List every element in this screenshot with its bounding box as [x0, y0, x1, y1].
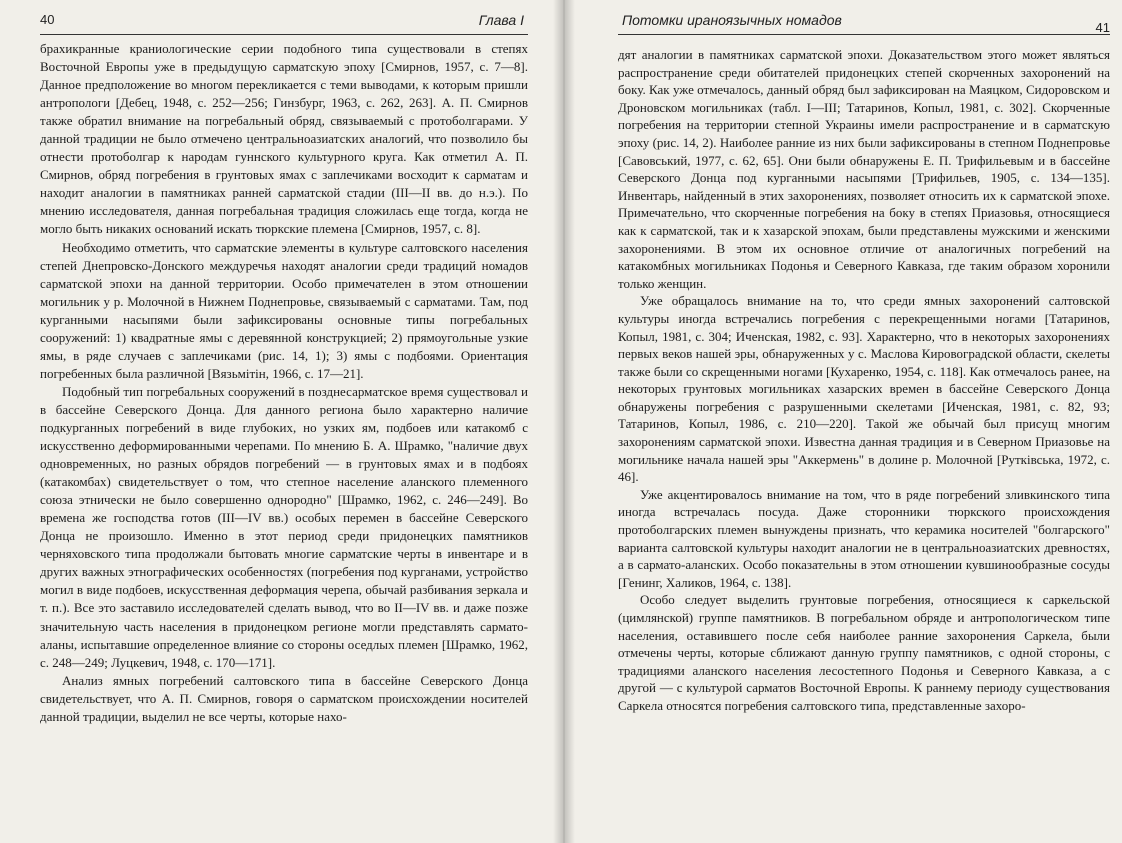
right-page-body [618, 46, 1110, 843]
running-head-right: Потомки ираноязычных номадов [622, 12, 842, 28]
left-page-header [40, 10, 528, 35]
right-page-header [618, 10, 1110, 35]
book-gutter [553, 0, 575, 843]
left-paragraph-1: брахикранные краниологические серии подобного типа существовали в степях Восточной Европы уже в предыдущую сарматскую эпоху [Смирнов, 1957, с. 7—8]. Данное предположение во многом перекликается с теми выводами, к которым пришли антропологи [Дебец, 1948, с. 252—256; Гинзбург, 1963, с. 262, 263]. А. П. Смирнов также обратил внимание на погребальный обряд, связываемый с протоболгарами. У данной традиции не было отмечено центральноазиатских аналогий, что позволило бы отнести протоболгар к народам гуннского культурного круга. Как отметил А. П. Смирнов, обряд погребения в грунтовых ямах с заплечиками восходит к сарматам и находит аналогии в памятниках ранней сарматской стадии (III—II вв. до н.э.). По мнению исследователя, данная погребальная традиция сложилась еще тогда, когда не могло быть никаких оснований искать тюркские племена [Смирнов, 1957, с. 8]. [40, 41, 528, 237]
left-page-body [40, 40, 528, 843]
left-paragraph-2: Необходимо отметить, что сарматские элементы в культуре салтовского населения степей Днепровско-Донского междуречья находят аналогии среди традиций номадов сарматской эпохи на данной территории. Особо примечателен в этом отношении могильник у р. Молочной в Нижнем Поднепровье, связываемый с сарматами. Там, под курганными насыпями были зафиксированы основные типы погребальных сооружений: 1) квадратные ямы с деревянной конструкцией; 2) прямоугольные узкие ямы, в ряде случаев с заплечиками (рис. 14, 1); 3) ямы с подбоями. Ориентация погребенных была различной [Вязьмітін, 1966, с. 17—21]. [40, 239, 528, 381]
running-head-left: Глава I [478, 12, 524, 28]
right-paragraph-3: Уже акцентировалось внимание на том, что в ряде погребений зливкинского типа иногда встречалась посуда. Даже сторонники тюркского происхождения протоболгарских племен вынуждены признать, что керамика носителей "болгарского" варианта салтовской культуры находит аналогии не в центральноазиатских древностях, а в сармато-аланских. Особо показательны в этом отношении кувшинообразные сосуды [Генинг, Халиков, 1964, с. 138]. [618, 486, 1110, 590]
left-paragraph-3: Подобный тип погребальных сооружений в позднесарматское время существовал и в бассейне Северского Донца. Для данного региона было характерно наличие подкурганных погребений в виде глубоких, но узких ям, подбоев или катакомб с искусственно деформированными черепами. По мнению Б. А. Шрамко, "наличие двух одновременных, но разных обрядов погребений — в грунтовых ямах и в подбоях (катакомбах) свидетельствует о том, что степное население аланского племенного союза этнически не было совершенно однородно" [Шрамко, 1962, с. 246—249]. Во времена же господства готов (III—IV вв.) особых перемен в бассейне Северского Донца не произошло. Именно в этот период среди придонецких памятников черняховского типа продолжали бытовать многие сарматские черты в инвентаре и в других важных этнографических особенностях (погребения под курганами, устройство могил в виде подбоев, искусственная деформация черепа, обычай разбивания зеркала и т. п.). Все это заставило исследователей сделать вывод, что во II—IV вв. и даже позже значительную часть населения в придонецком регионе могли представлять сармато-аланы, испытавшие определенное влияние со стороны оседлых племен [Шрамко, 1962, с. 248—249; Луцкевич, 1948, с. 170—171]. [40, 383, 528, 670]
right-paragraph-4: Особо следует выделить грунтовые погребения, относящиеся к саркельской (цимлянской) группе памятников. В погребальном обряде и антропологическом типе населения, оставившего после себя наиболее ранние захоронения Саркела, были отмечены черты, которые сближают данную группу памятников, с одной стороны, с традициями аланского населения лесостепного Подонья и Северного Кавказа, а с другой — с культурой сарматов Восточной Европы. К раннему периоду существования Саркела относятся погребения салтовского типа, представленные захоро- [618, 592, 1110, 713]
left-page [40, 0, 528, 843]
page-number-right: 41 [1095, 20, 1110, 35]
right-paragraph-2: Уже обращалось внимание на то, что среди ямных захоронений салтовской культуры иногда встречались погребения с перекрещенными ногами [Татаринов, Копыл, 1981, с. 304; Иченская, 1982, с. 93]. Характерно, что в некоторых захоронениях первых веков нашей эры, обнаруженных у с. Маслова Кировоградской области, скелеты также были со скрещенными ногами [Кухаренко, 1954, с. 118]. Как отмечалось ранее, на некоторых грунтовых могильниках хазарских времен в бассейне Северского Донца обнаружены погребения с разрушенными скелетами [Иченская, 1981, с. 82, 93; Татаринов, Копыл, 1986, с. 210—220]. Такой же обычай был присущ многим захоронениям сарматской эпохи. Известна данная традиция и в Северном Приазовье на могильнике начала нашей эры "Аккермень" в долине р. Молочной [Рутківська, 1972, с. 46]. [618, 293, 1110, 485]
page-number-left: 40 [40, 12, 55, 27]
right-page [618, 0, 1110, 843]
right-paragraph-1: дят аналогии в памятниках сарматской эпохи. Доказательством этого может являться распространение среди обитателей придонецких степей скорченных захоронений на боку. Как уже отмечалось, данный обряд был зафиксирован на Маяцком, Сидоровском и Дроновском могильниках (табл. I—III; Татаринов, Копыл, 1981, с. 302]. Скорченные погребения на территории степной Украины имели распространение и в сарматскую эпоху (рис. 14, 2). Наиболее ранние из них были зафиксированы в степном Поднепровье [Савовський, 1977, с. 62, 65]. Они были обнаружены Е. П. Трифильевым и в бассейне Северского Донца под курганными насыпями [Трифильев, 1905, с. 134—135]. Инвентарь, найденный в этих захоронениях, позволяет относить их к сарматской эпохе. Примечательно, что скорченные погребения на боку в степях Приазовья, относящиеся как к сарматской, так и к хазарской эпохам, были представлены мужскими и женскими захоронениями. В этом их основное отличие от аналогичных погребений на катакомбных могильниках Подонья и Северного Кавказа, где таким образом хоронили только женщин. [618, 47, 1110, 291]
left-paragraph-4: Анализ ямных погребений салтовского типа в бассейне Северского Донца свидетельствует, что А. П. Смирнов, говоря о сарматском происхождении носителей данной традиции, выделил не все черты, которые нахо- [40, 672, 528, 724]
